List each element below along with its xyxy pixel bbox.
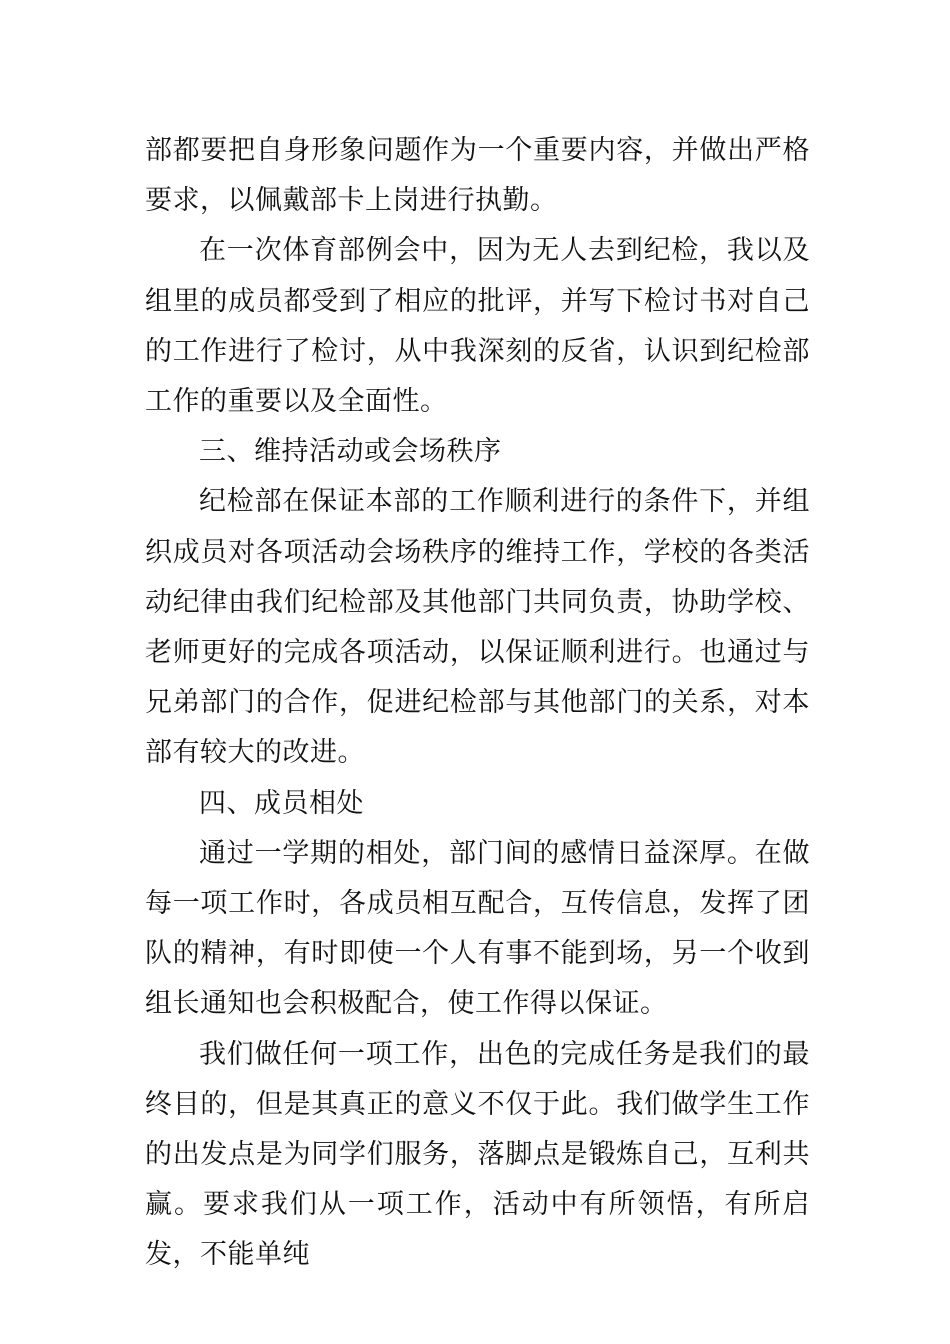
paragraph-meeting-criticism: 在一次体育部例会中，因为无人去到纪检，我以及组里的成员都受到了相应的批评，并写下检讨书对自己的工作进行了检讨，从中我深刻的反省，认识到纪检部工作的重要以及全面性。 [145, 235, 810, 418]
section-heading-4: 四、成员相处 [199, 787, 364, 819]
paragraph-continuation: 部都要把自身形象问题作为一个重要内容，并做出严格要求，以佩戴部卡上岗进行执勤。 [145, 135, 810, 217]
paragraph-activity-order: 纪检部在保证本部的工作顺利进行的条件下，并组织成员对各项活动会场秩序的维持工作，学校的各类活动纪律由我们纪检部及其他部门共同负责，协助学校、老师更好的完成各项活动，以保证顺利进行。也通过与兄弟部门的合作，促进纪检部与其他部门的关系，对本部有较大的改进。 [145, 486, 810, 769]
document-body [145, 126, 810, 1281]
section-heading-3: 三、维持活动或会场秩序 [199, 436, 502, 468]
paragraph-member-relations: 通过一学期的相处，部门间的感情日益深厚。在做每一项工作时，各成员相互配合，互传信息，发挥了团队的精神，有时即使一个人有事不能到场，另一个收到组长通知也会积极配合，使工作得以保证。 [145, 837, 810, 1020]
paragraph-work-meaning: 我们做任何一项工作，出色的完成任务是我们的最终目的，但是其真正的意义不仅于此。我们做学生工作的出发点是为同学们服务，落脚点是锻炼自己，互利共赢。要求我们从一项工作，活动中有所领悟，有所启发，不能单纯 [145, 1038, 810, 1271]
